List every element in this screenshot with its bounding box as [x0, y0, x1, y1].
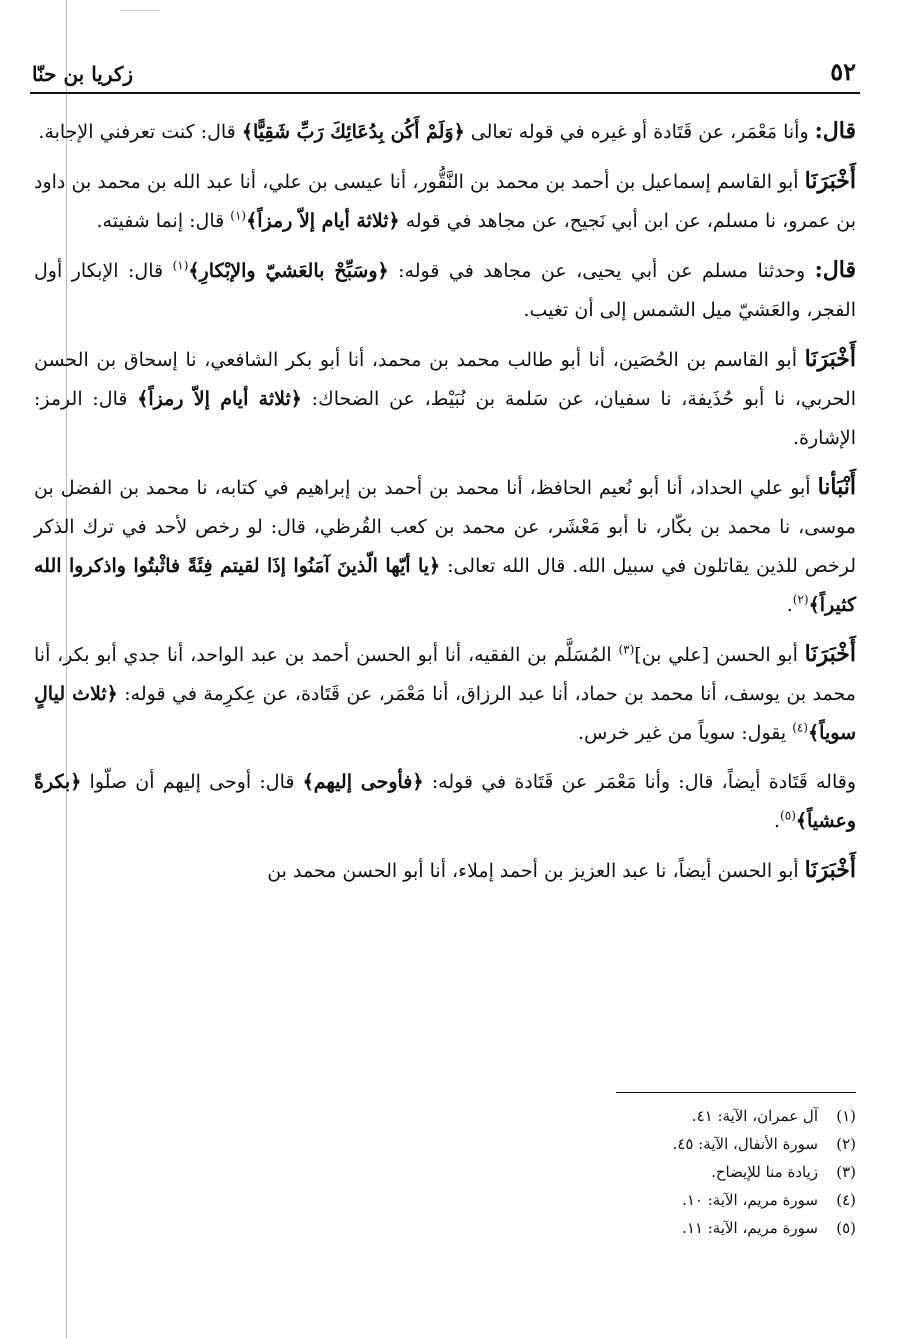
footnote-ref: (٥)	[780, 808, 796, 823]
quran-quote: ﴿ثلاثة أيام إلاّ رمزاً﴾	[246, 210, 400, 232]
text-segment: أبو القاسم بن الحُصَين، أنا أبو طالب محمد بن محمد، أنا أبو بكر الشافعي، نا إسحاق بن الحسن الحربي، نا أبو حُذَيفة، نا سفيان، عن سَلمة بن نُبَيْط، عن الضحاك:	[34, 349, 856, 410]
paragraph-lead-word: أَخْبَرَنَا	[804, 168, 856, 194]
page-header	[32, 56, 856, 86]
footnote	[300, 1186, 856, 1214]
text-segment: قال: الإبكار أول الفجر، والعَشيّ ميل الشمس إلى أن تغيب.	[34, 260, 856, 321]
text-segment: .	[774, 810, 781, 832]
footnote-ref: (٣)	[618, 642, 635, 657]
page-number: ٥٢	[830, 57, 856, 86]
text-segment: .	[786, 594, 793, 616]
quran-quote: ﴿ثلاثة أيام إلاّ رمزاً﴾	[137, 388, 302, 410]
paragraph	[34, 251, 856, 330]
text-segment: أبو القاسم إسماعيل بن أحمد بن محمد بن النَّقُّور، أنا عيسى بن علي، أنا عبد الله بن محمد بن داود بن عمرو، نا مسلم، عن ابن أبي نَجيح، عن مجاهد في قوله	[34, 171, 856, 232]
paragraph-lead-word: قال:	[814, 257, 856, 283]
main-text	[34, 112, 856, 901]
text-segment: المُسَلَّم بن الفقيه، أنا أبو الحسن أحمد بن عبد الواحد، أنا جدي أبو بكر، أنا محمد بن يوسف، أنا محمد بن حماد، أنا عبد الرزاق، أنا مَعْمَر، عن قَتَادة، عن عِكرِمة في قوله:	[34, 644, 856, 705]
paragraph	[34, 635, 856, 753]
footnote-ref: (٤)	[792, 720, 809, 735]
footnote-ref: (٢)	[792, 592, 809, 607]
top-tick-mark	[120, 10, 160, 11]
footnote-text: سورة مريم، الآية: ١١.	[682, 1219, 818, 1237]
quran-quote: ﴿وَلَمْ أَكُن بِدُعَائِكَ رَبِّ شَقِيًّا﴾	[241, 121, 465, 143]
paragraph	[34, 851, 856, 891]
footnote-number: (٤)	[836, 1191, 856, 1209]
footnote-ref: (١)	[172, 258, 189, 273]
footnote-text: سورة مريم، الآية: ١٠.	[682, 1191, 818, 1209]
text-segment: أبو الحسن أيضاً، نا عبد العزيز بن أحمد إملاء، أنا أبو الحسن محمد بن	[267, 860, 805, 882]
text-segment: أبو الحسن [علي بن]	[634, 644, 805, 666]
quran-quote: ﴿بكرةً وعشياً﴾	[34, 771, 856, 832]
text-segment: قال: كنت تعرفني الإجابة.	[38, 121, 242, 143]
paragraph-lead-word: أَخْبَرَنَا	[804, 641, 856, 667]
text-segment: وقاله قَتَادة أيضاً، قال: وأنا مَعْمَر عن قَتَادة في قوله:	[423, 771, 856, 793]
footnote	[300, 1102, 856, 1130]
footnote-rule	[616, 1092, 856, 1093]
paragraph	[34, 340, 856, 458]
footnotes	[300, 1102, 856, 1242]
footnote-text: سورة الأنفال، الآية: ٤٥.	[672, 1135, 818, 1153]
footnote-number: (٣)	[836, 1163, 856, 1181]
quran-quote: ﴿فأوحى إليهم﴾	[302, 771, 424, 793]
quran-quote: ﴿يا أيّها الّذينَ آمَنُوا إذَا لقيتم فِئَةً فاثْبتُوا واذكروا الله كثيراً﴾	[34, 555, 856, 616]
footnote-text: زيادة منا للإيضاح.	[711, 1163, 818, 1181]
text-segment: أبو علي الحداد، أنا أبو نُعيم الحافظ، أنا محمد بن أحمد بن إبراهيم في كتابه، نا محمد بن الفضل بن موسى، نا محمد بن بكّار، نا أبو مَعْشَر، عن محمد بن كعب القُرظي، قال: لو رخص لأحد في ترك الذكر لرخص للذين يقاتلون في سبيل الله. قال الله تعالى:	[34, 477, 856, 577]
paragraph-lead-word: أَخْبَرَنَا	[804, 857, 856, 883]
paragraph	[34, 112, 856, 152]
footnote-text: آل عمران، الآية: ٤١.	[691, 1107, 818, 1125]
paragraph	[34, 468, 856, 625]
footnote-ref: (١)	[230, 208, 247, 223]
footnote	[300, 1214, 856, 1242]
text-segment: وحدثنا مسلم عن أبي يحيى، عن مجاهد في قوله:	[388, 260, 815, 282]
text-segment: قال: أوحى إليهم أن صلّوا	[81, 771, 303, 793]
paragraph-lead-word: قال:	[814, 118, 856, 144]
paragraph	[34, 162, 856, 241]
footnote-number: (٥)	[836, 1219, 856, 1237]
text-segment: قال: الرمز: الإشارة.	[34, 388, 856, 449]
text-segment: وأنا مَعْمَر، عن قَتَادة أو غيره في قوله تعالى	[464, 121, 815, 143]
quran-quote: ﴿ثلاث ليالٍ سوياً﴾	[34, 683, 856, 744]
quran-quote: ﴿وسَبِّحْ بالعَشيّ والإبْكارِ﴾	[188, 260, 389, 282]
paragraph-lead-word: أَخْبَرَنَا	[804, 346, 856, 372]
footnote-number: (١)	[836, 1107, 856, 1125]
header-rule	[30, 92, 860, 94]
paragraph-lead-word: أَنْبَأنا	[817, 474, 856, 500]
paragraph	[34, 763, 856, 841]
running-title: زكريا بن حنّا	[32, 62, 134, 86]
footnote	[300, 1158, 856, 1186]
text-segment: قال: إنما شفيته.	[96, 210, 231, 232]
footnote-number: (٢)	[836, 1135, 856, 1153]
text-segment: يقول: سوياً من غير خرس.	[578, 722, 793, 744]
footnote	[300, 1130, 856, 1158]
